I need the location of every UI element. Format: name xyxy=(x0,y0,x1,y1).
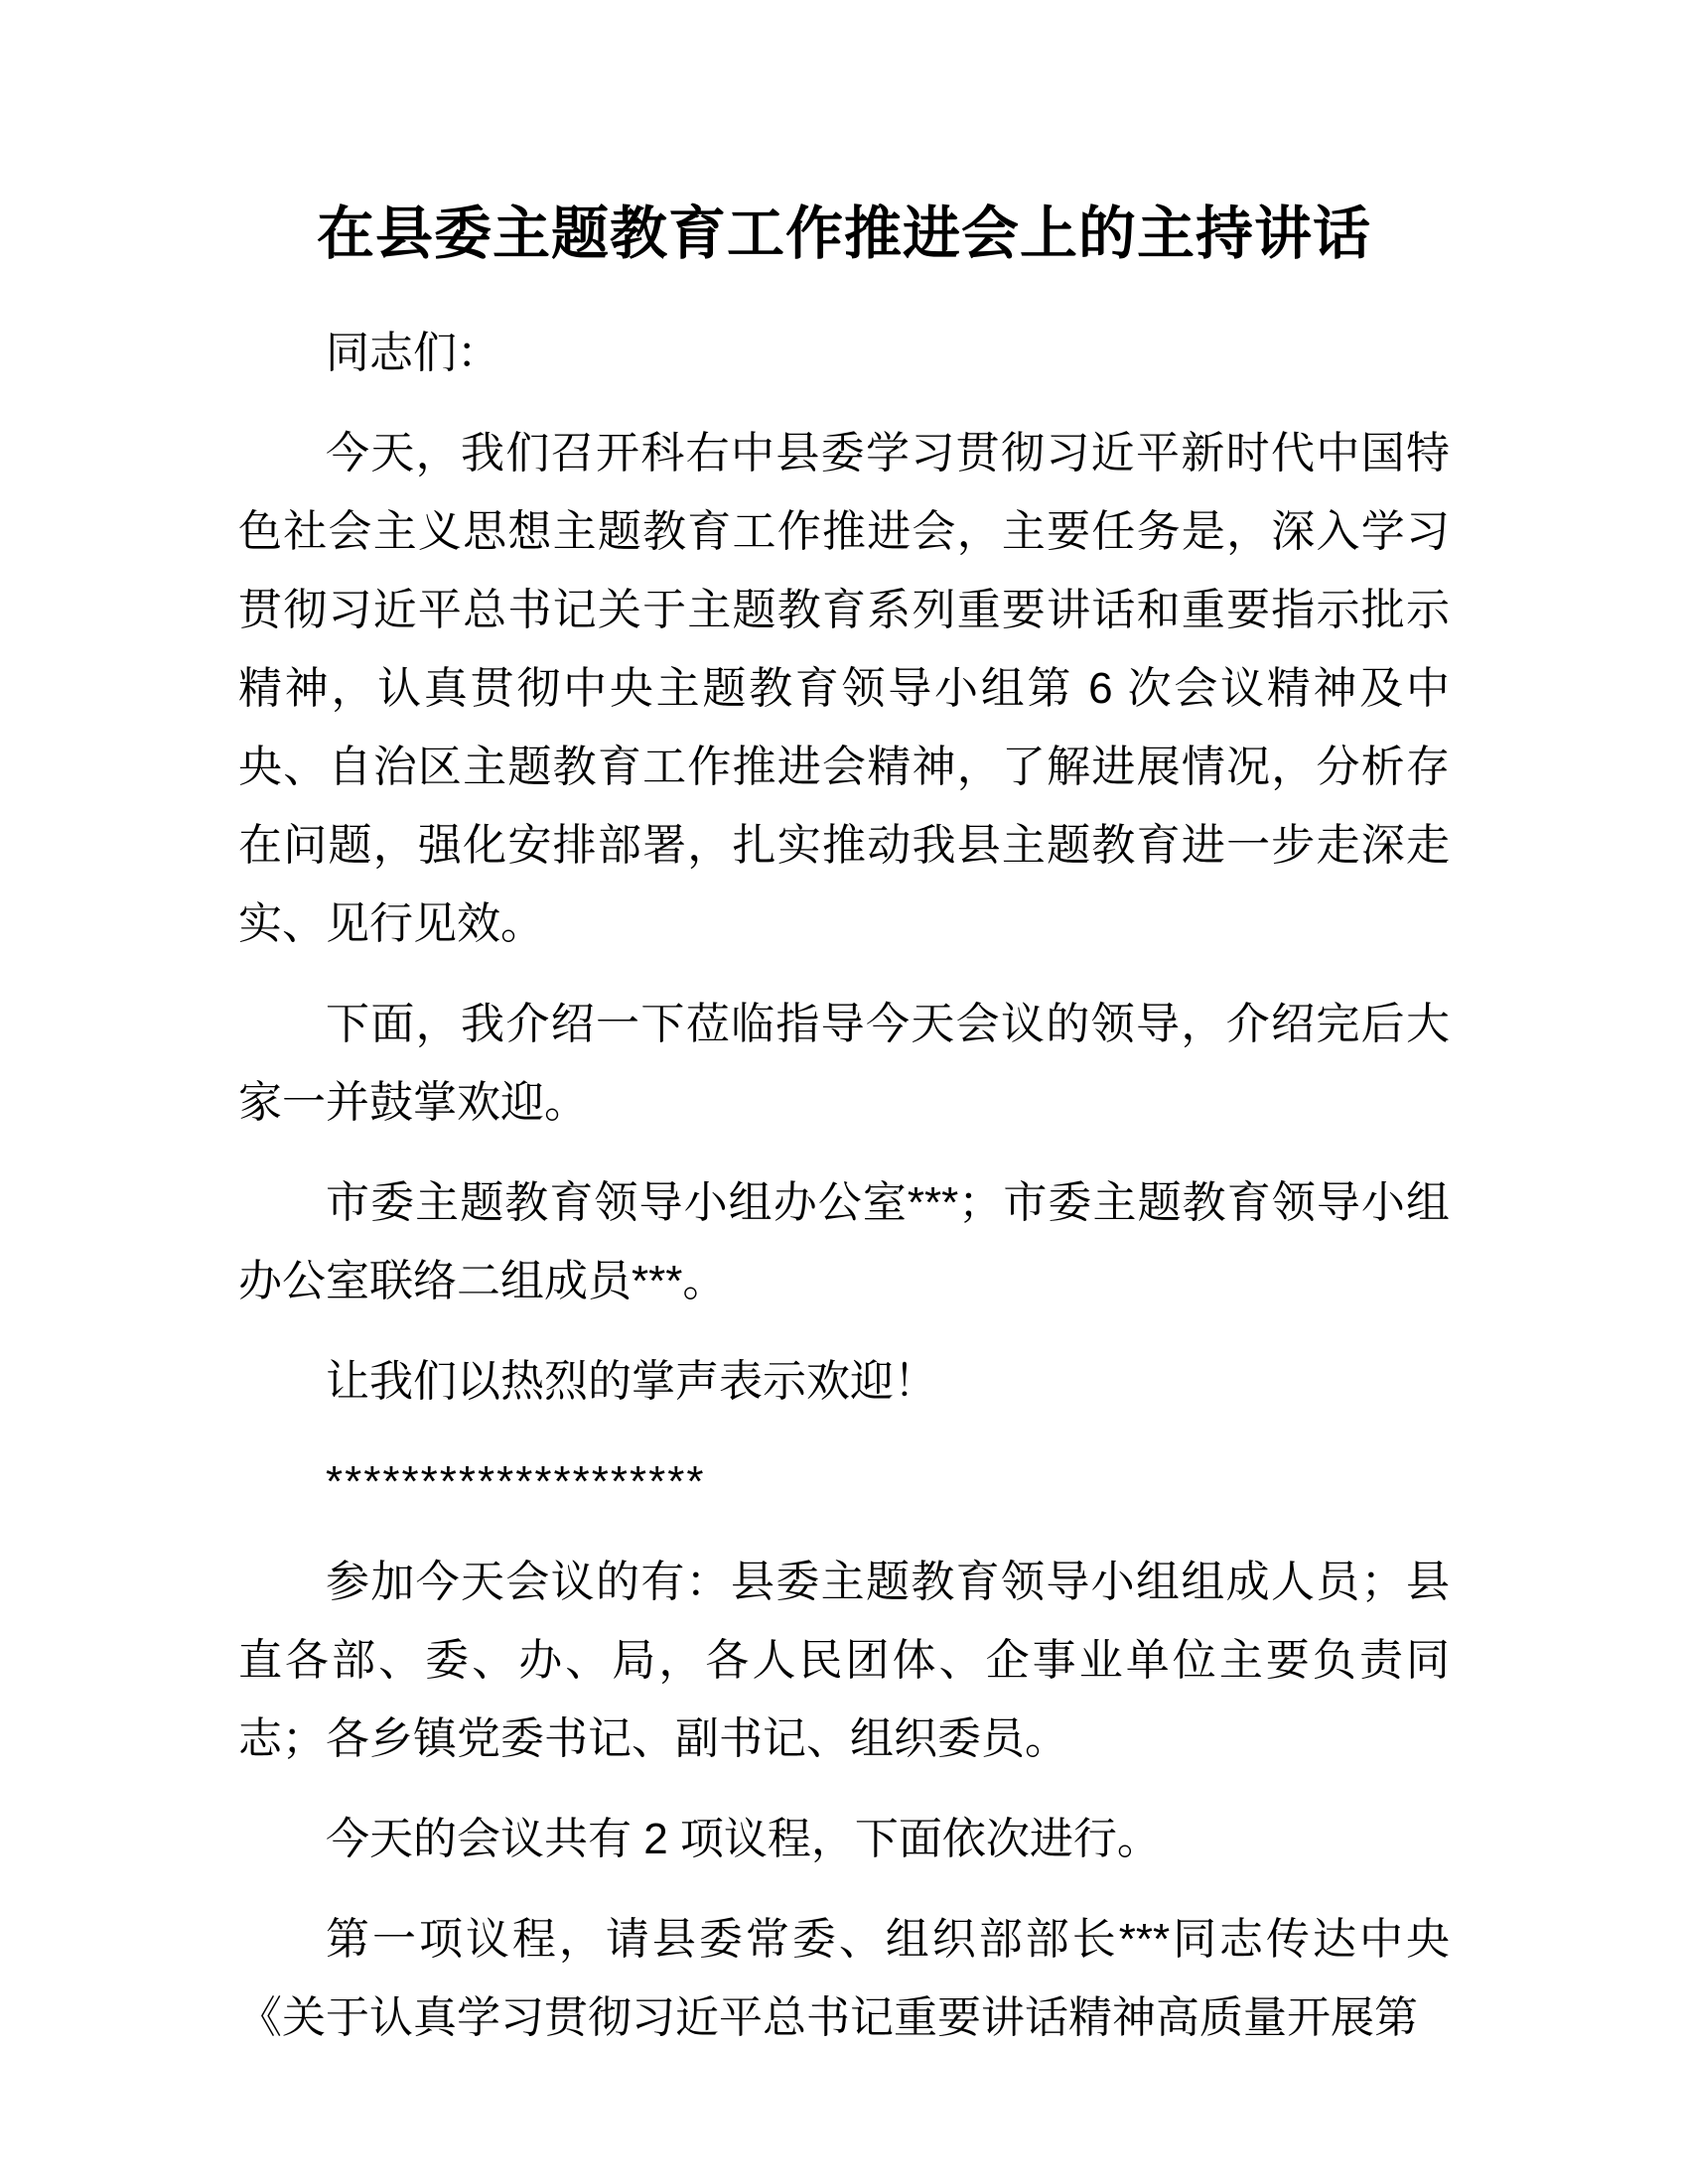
paragraph-salutation: 同志们： xyxy=(326,329,500,377)
paragraph: 第一项议程，请县委常委、组织部部长***同志传达中央《关于认真学习贯彻习近平总书记重要讲话精神高质量开展第 xyxy=(238,1915,1450,2042)
document-content xyxy=(238,195,1450,2079)
document-title: 在县委主题教育工作推进会上的主持讲话 xyxy=(316,202,1371,266)
paragraph: 市委主题教育领导小组办公室***；市委主题教育领导小组办公室联络二组成员***。 xyxy=(238,1178,1450,1305)
paragraph: 今天，我们召开科右中县委学习贯彻习近平新时代中国特色社会主义思想主题教育工作推进会，主要任务是，深入学习贯彻习近平总书记关于主题教育系列重要讲话和重要指示批示精神，认真贯彻中央主题教育领导小组第 6 次会议精神及中央、自治区主题教育工作推进会精神，了解进展情况，分析存在问题，强化安排部署，扎实推动我县主题教育进一步走深走实、见行见效。 xyxy=(238,429,1450,948)
paragraph: 参加今天会议的有：县委主题教育领导小组组成人员；县直各部、委、办、局，各人民团体、企事业单位主要负责同志；各乡镇党委书记、副书记、组织委员。 xyxy=(238,1558,1450,1763)
paragraph: 让我们以热烈的掌声表示欢迎！ xyxy=(326,1357,937,1406)
paragraph: 下面，我介绍一下莅临指导今天会议的领导，介绍完后大家一并鼓掌欢迎。 xyxy=(238,1000,1450,1127)
paragraph: 今天的会议共有 2 项议程，下面依次进行。 xyxy=(326,1815,1161,1863)
paragraph-asterisk-divider: ******************** xyxy=(326,1457,706,1506)
